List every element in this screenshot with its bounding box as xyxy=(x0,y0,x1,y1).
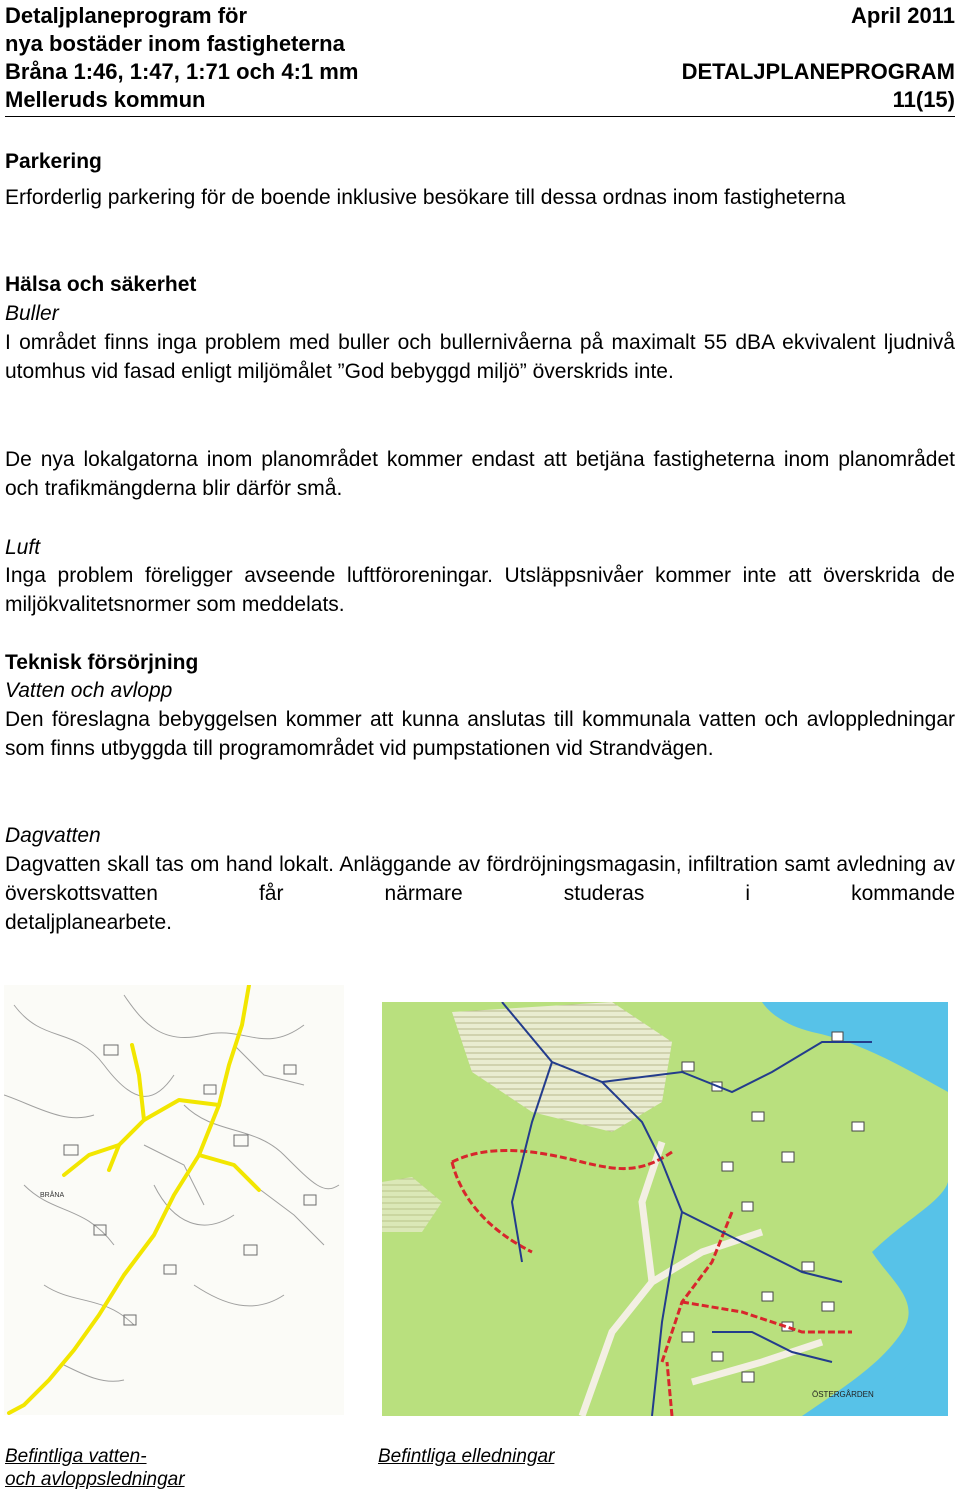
map-electric-lines xyxy=(382,1002,948,1416)
map-label-ostergarden: ÖSTERGÅRDEN xyxy=(812,1390,874,1399)
text-lokalgator: De nya lokalgatorna inom planområdet kommer endast att betjäna fastigheterna inom planområdet och trafikmängderna blir därför små. xyxy=(5,448,955,500)
text-dagvatten-2: detaljplanearbete. xyxy=(5,911,172,934)
header-divider xyxy=(5,116,955,117)
heading-teknisk: Teknisk försörjning xyxy=(5,651,199,674)
heading-halsa: Hälsa och säkerhet xyxy=(5,273,197,296)
text-luft: Inga problem föreligger avseende luftföroreningar. Utsläppsnivåer kommer inte att överskrida de miljökvalitetsnormer som meddelats. xyxy=(5,564,955,616)
text-buller: I området finns inga problem med buller och bullernivåerna på maximalt 55 dBA ekvivalent ljudnivå utomhus vid fasad enligt miljömålet ”God bebyggd miljö” överskrids inte. xyxy=(5,331,955,383)
subheading-vatten: Vatten och avlopp xyxy=(5,679,173,702)
header-page-number: 11(15) xyxy=(892,87,955,112)
header-municipality: Melleruds kommun xyxy=(5,87,206,112)
map-electric-lines-drawing xyxy=(382,1002,948,1416)
subheading-dagvatten: Dagvatten xyxy=(5,824,101,847)
map-label-brana: BRÅNA xyxy=(40,1192,65,1199)
header-title-line-1: Detaljplaneprogram för xyxy=(5,3,248,28)
map-water-sewer xyxy=(4,985,344,1415)
caption-water-sewer-line-1: Befintliga vatten- xyxy=(5,1446,147,1467)
header-title-line-2: nya bostäder inom fastigheterna xyxy=(5,31,345,56)
caption-water-sewer-line-2: och avloppsledningar xyxy=(5,1469,185,1490)
subheading-buller: Buller xyxy=(5,302,59,325)
map-water-sewer-drawing xyxy=(4,985,344,1415)
header-date: April 2011 xyxy=(851,3,955,28)
text-vatten: Den föreslagna bebyggelsen kommer att kunna anslutas till kommunala vatten och avloppledningar som finns utbyggda till programområdet vid pumpstationen vid Strandvägen. xyxy=(5,708,955,760)
heading-parkering: Parkering xyxy=(5,150,102,173)
header-doc-type: DETALJPLANEPROGRAM xyxy=(681,59,955,84)
subheading-luft: Luft xyxy=(5,536,41,559)
text-parkering: Erforderlig parkering för de boende inklusive besökare till dessa ordnas inom fastigheterna xyxy=(5,186,846,209)
caption-electric-lines: Befintliga elledningar xyxy=(378,1446,555,1467)
text-dagvatten-1: Dagvatten skall tas om hand lokalt. Anläggande av fördröjningsmagasin, infiltration samt avledning av överskottsvatten får närmare studeras i kommande xyxy=(5,853,955,905)
header-title-line-3: Bråna 1:46, 1:47, 1:71 och 4:1 mm xyxy=(5,59,359,84)
page-header xyxy=(5,2,955,118)
